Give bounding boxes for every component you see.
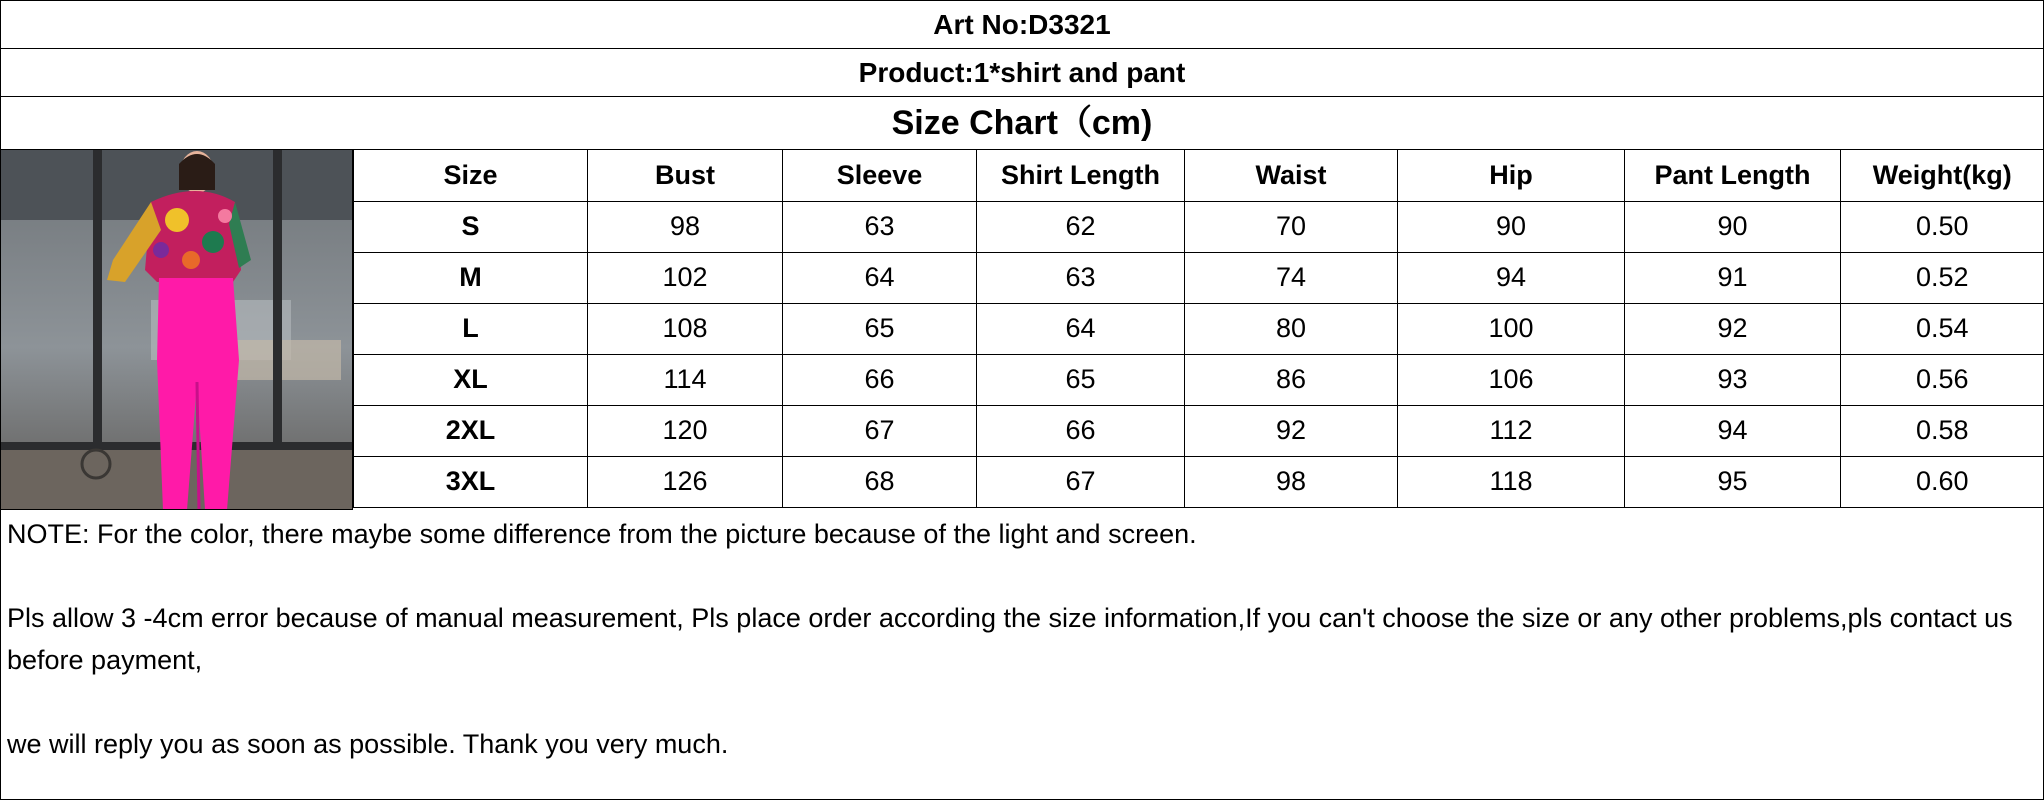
- column-header-size: Size: [354, 150, 588, 201]
- table-header-row: [354, 150, 2044, 201]
- table-cell: 106: [1398, 354, 1625, 405]
- note-reply: we will reply you as soon as possible. Thank you very much.: [7, 729, 729, 759]
- table-cell: 95: [1625, 456, 1841, 507]
- table-cell: 90: [1625, 201, 1841, 252]
- table-row: [354, 303, 2044, 354]
- table-cell: 120: [588, 405, 783, 456]
- column-header-waist: Waist: [1185, 150, 1398, 201]
- table-cell: 93: [1625, 354, 1841, 405]
- table-cell: 0.50: [1841, 201, 2044, 252]
- table-cell: 67: [977, 456, 1185, 507]
- chart-title: Size Chart（cm): [1, 97, 2043, 150]
- table-cell: 70: [1185, 201, 1398, 252]
- table-row: [354, 354, 2044, 405]
- table-cell: 98: [588, 201, 783, 252]
- size-cell: L: [354, 303, 588, 354]
- table-cell: 100: [1398, 303, 1625, 354]
- table-cell: 65: [977, 354, 1185, 405]
- size-cell: 2XL: [354, 405, 588, 456]
- size-cell: XL: [354, 354, 588, 405]
- table-cell: 92: [1185, 405, 1398, 456]
- table-cell: 94: [1625, 405, 1841, 456]
- model-photo: [1, 150, 353, 510]
- table-cell: 112: [1398, 405, 1625, 456]
- table-cell: 80: [1185, 303, 1398, 354]
- model-photo-illustration: [1, 150, 352, 509]
- column-header-pant-length: Pant Length: [1625, 150, 1841, 201]
- size-table: [353, 150, 2044, 508]
- column-header-hip: Hip: [1398, 150, 1625, 201]
- table-cell: 0.58: [1841, 405, 2044, 456]
- product-line: Product:1*shirt and pant: [1, 49, 2043, 97]
- table-cell: 0.56: [1841, 354, 2044, 405]
- table-cell: 92: [1625, 303, 1841, 354]
- size-cell: 3XL: [354, 456, 588, 507]
- table-cell: 98: [1185, 456, 1398, 507]
- table-cell: 126: [588, 456, 783, 507]
- table-cell: 74: [1185, 252, 1398, 303]
- table-cell: 66: [977, 405, 1185, 456]
- table-cell: 0.60: [1841, 456, 2044, 507]
- table-cell: 102: [588, 252, 783, 303]
- table-cell: 67: [783, 405, 977, 456]
- table-cell: 108: [588, 303, 783, 354]
- table-cell: 65: [783, 303, 977, 354]
- table-cell: 63: [977, 252, 1185, 303]
- table-cell: 64: [977, 303, 1185, 354]
- size-cell: M: [354, 252, 588, 303]
- note-color-difference: NOTE: For the color, there maybe some difference from the picture because of the light and screen.: [7, 519, 1197, 549]
- table-cell: 0.54: [1841, 303, 2044, 354]
- note-measurement-error: Pls allow 3 -4cm error because of manual measurement, Pls place order according the size information,If you can't choose the size or any other problems,pls contact us before payment,: [7, 603, 2013, 675]
- column-header-sleeve: Sleeve: [783, 150, 977, 201]
- column-header-bust: Bust: [588, 150, 783, 201]
- table-row: [354, 201, 2044, 252]
- column-header-weight: Weight(kg): [1841, 150, 2044, 201]
- art-number: Art No:D3321: [1, 1, 2043, 49]
- table-cell: 118: [1398, 456, 1625, 507]
- table-cell: 86: [1185, 354, 1398, 405]
- table-cell: 114: [588, 354, 783, 405]
- table-row: [354, 405, 2044, 456]
- table-cell: 68: [783, 456, 977, 507]
- size-cell: S: [354, 201, 588, 252]
- notes-section: [7, 513, 2037, 765]
- table-cell: 63: [783, 201, 977, 252]
- table-row: [354, 252, 2044, 303]
- table-cell: 90: [1398, 201, 1625, 252]
- table-cell: 62: [977, 201, 1185, 252]
- column-header-shirt-length: Shirt Length: [977, 150, 1185, 201]
- table-row: [354, 456, 2044, 507]
- table-cell: 91: [1625, 252, 1841, 303]
- table-cell: 66: [783, 354, 977, 405]
- table-cell: 64: [783, 252, 977, 303]
- table-cell: 0.52: [1841, 252, 2044, 303]
- table-cell: 94: [1398, 252, 1625, 303]
